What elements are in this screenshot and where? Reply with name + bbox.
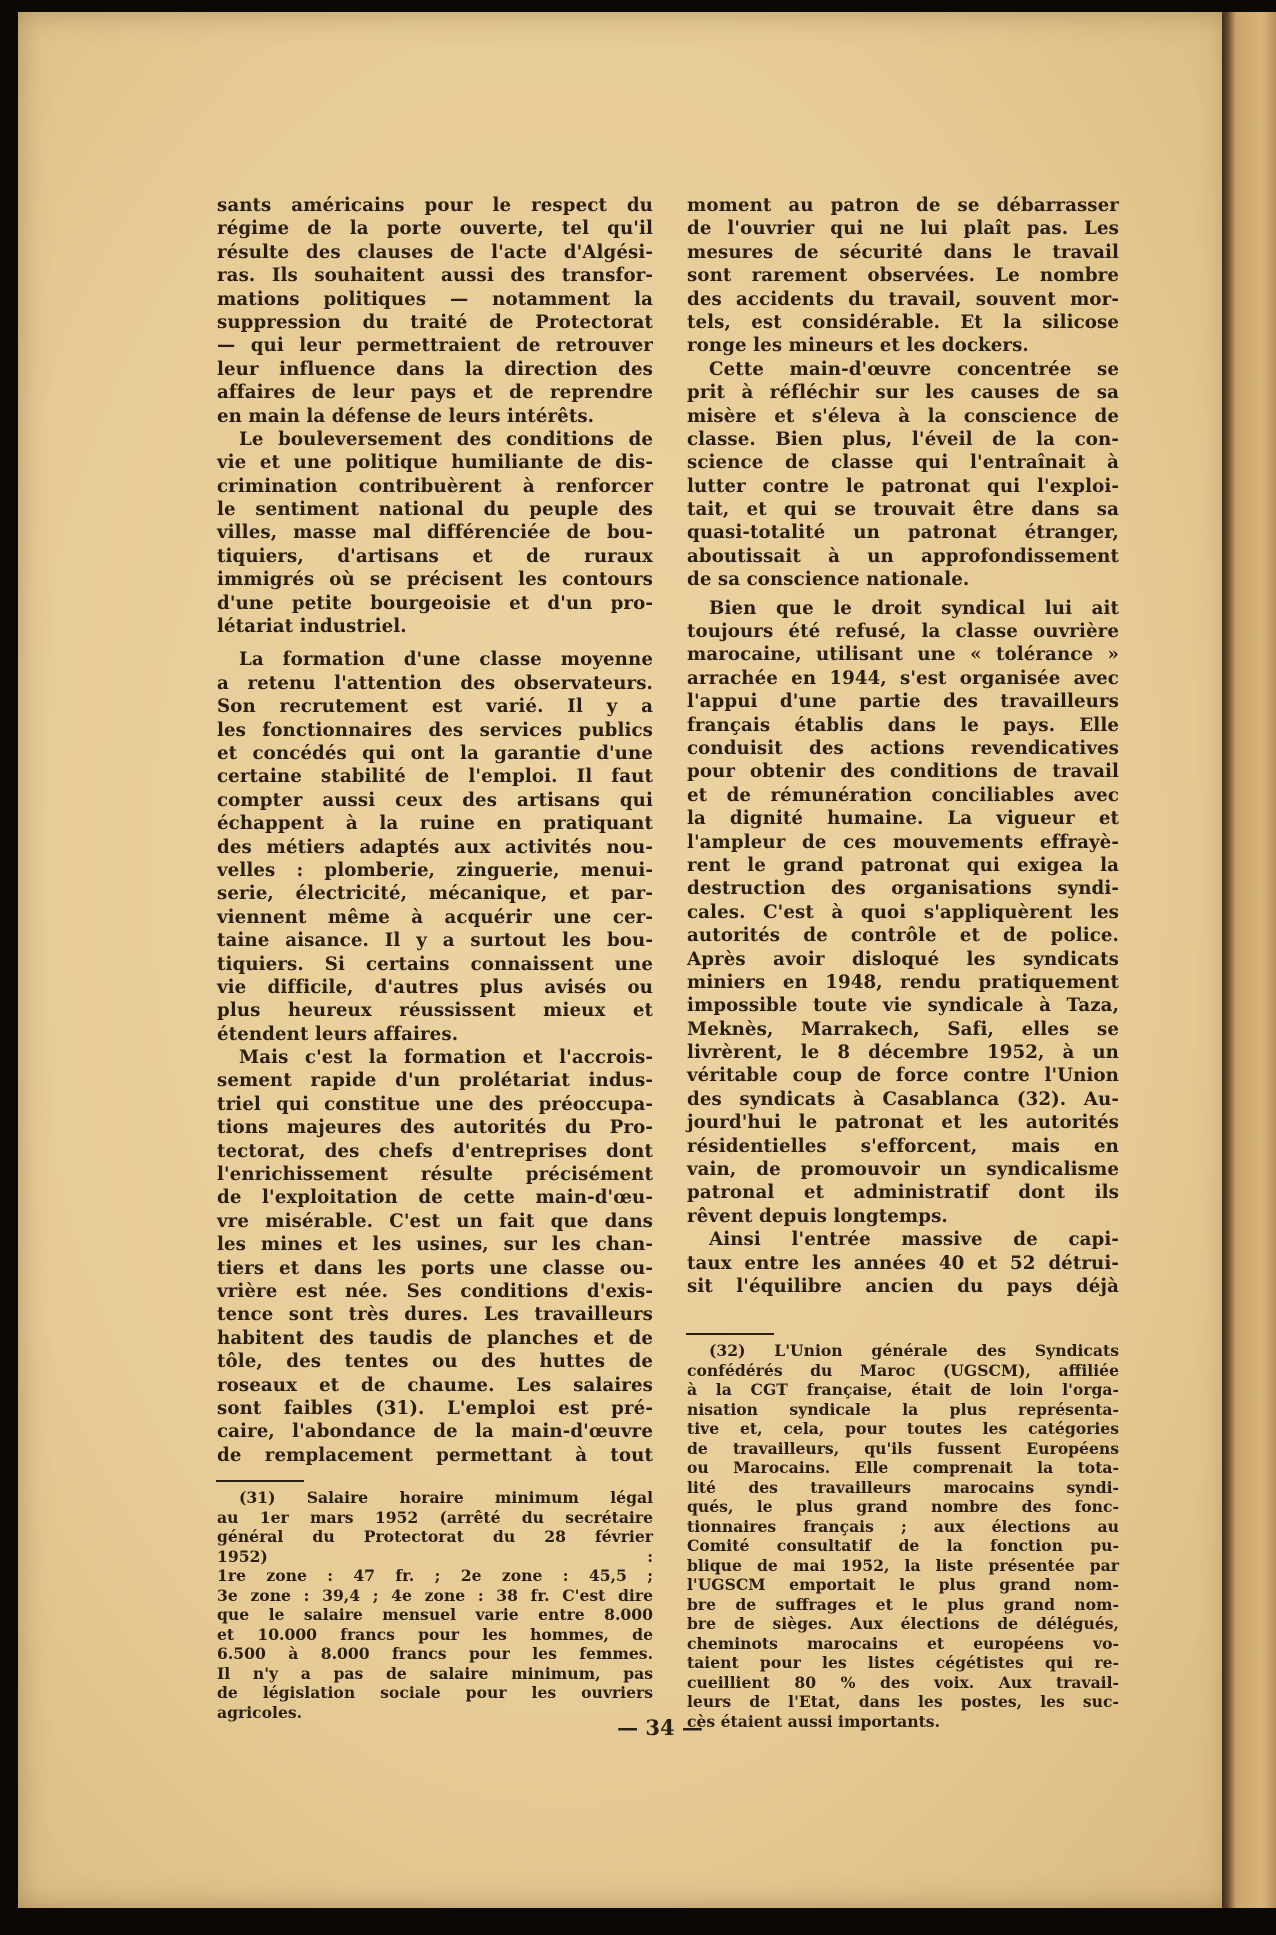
adjacent-page-edge [1222, 12, 1276, 1908]
text-line: aboutissait à un approfondissement [687, 545, 1119, 567]
text-line: Après avoir disloqué les syndicats [687, 948, 1119, 970]
text-line: ras. Ils souhaitent aussi des transfor- [217, 265, 653, 287]
text-line: de remplacement permettant à tout [217, 1444, 653, 1466]
text-line: sont faibles (31). L'emploi est pré- [217, 1397, 653, 1419]
text-line: prit à réfléchir sur les causes de sa [687, 382, 1119, 404]
text-line: mations politiques — notamment la [217, 288, 653, 310]
text-line: qués, le plus grand nombre des fonc- [687, 1497, 1119, 1516]
text-line: tiers et dans les ports une classe ou- [217, 1257, 653, 1279]
text-line: misère et s'éleva à la conscience de [687, 405, 1119, 427]
text-line: tiquiers, d'artisans et de ruraux [217, 545, 653, 567]
text-line: Il n'y a pas de salaire minimum, pas [217, 1663, 653, 1683]
text-line: classe. Bien plus, l'éveil de la con- [687, 428, 1119, 450]
text-line: 3e zone : 39,4 ; 4e zone : 38 fr. C'est dire [217, 1585, 653, 1605]
text-line: véritable coup de force contre l'Union [687, 1065, 1119, 1087]
text-line: au 1er mars 1952 (arrêté du secrétaire [217, 1507, 653, 1527]
text-line: 1952) : [217, 1546, 653, 1566]
text-line: arrachée en 1944, s'est organisée avec [687, 667, 1119, 689]
text-line: velles : plomberie, zinguerie, menui- [217, 859, 653, 881]
text-line: (31) Salaire horaire minimum légal [239, 1488, 653, 1507]
text-line: tive et, cela, pour toutes les catégories [687, 1419, 1119, 1438]
text-line: les mines et les usines, sur les chan- [217, 1234, 653, 1256]
text-line: l'enrichissement résulte précisément [217, 1164, 653, 1186]
text-line: Ainsi l'entrée massive de capi- [709, 1229, 1119, 1251]
text-line: tait, et qui se trouvait être dans sa [687, 499, 1119, 521]
text-line: caire, l'abondance de la main-d'œuvre [217, 1421, 653, 1443]
text-line: cueillient 80 % des voix. Aux travail- [687, 1672, 1119, 1692]
text-line: de législation sociale pour les ouvriers [217, 1683, 653, 1702]
text-line: vie difficile, d'autres plus avisés ou [217, 976, 653, 998]
text-line: — qui leur permettraient de retrouver [217, 335, 653, 357]
text-line: a retenu l'attention des observateurs. [217, 672, 653, 694]
text-line: affaires de leur pays et de reprendre [217, 382, 653, 404]
text-line: bre de sièges. Aux élections de délégués, [687, 1614, 1119, 1633]
text-line: bre de suffrages et le plus grand nom- [687, 1594, 1119, 1614]
left-text-column [217, 194, 653, 1467]
text-line: rêvent depuis longtemps. [687, 1205, 948, 1227]
text-line: lité des travailleurs marocains syndi- [687, 1477, 1119, 1497]
text-line: que le salaire mensuel varie entre 8.000 [217, 1605, 653, 1624]
paragraph [687, 1228, 1119, 1298]
text-line: taine aisance. Il y a surtout les bou- [217, 930, 653, 952]
text-line: l'UGSCM emportait le plus grand nom- [687, 1575, 1119, 1594]
text-line: livrèrent, le 8 décembre 1952, à un [687, 1042, 1119, 1064]
text-line: sit l'équilibre ancien du pays déjà [687, 1275, 1119, 1297]
text-line: roseaux et de chaume. Les salaires [217, 1374, 653, 1396]
footnote-rule [216, 1480, 304, 1482]
text-line: de travailleurs, qu'ils fussent Européens [687, 1438, 1119, 1458]
text-line: conduisit des actions revendicatives [687, 737, 1119, 759]
text-line: 1re zone : 47 fr. ; 2e zone : 45,5 ; [217, 1566, 653, 1585]
text-line: cales. C'est à quoi s'appliquèrent les [687, 901, 1119, 923]
text-line: de l'exploitation de cette main-d'œu- [217, 1187, 653, 1209]
text-line: destruction des organisations syndi- [687, 878, 1119, 900]
text-line: Comité consultatif de la fonction pu- [687, 1536, 1119, 1555]
text-line: serie, électricité, mécanique, et par- [217, 883, 653, 905]
text-line: quasi-totalité un patronat étranger, [687, 522, 1119, 544]
text-line: immigrés où se précisent les contours [217, 569, 653, 591]
text-line: Meknès, Marrakech, Safi, elles se [687, 1018, 1119, 1040]
text-line: leurs de l'Etat, dans les postes, les suc- [687, 1692, 1119, 1711]
text-line: tectorat, des chefs d'entreprises dont [217, 1140, 653, 1162]
text-line: tence sont très dures. Les travailleurs [217, 1304, 653, 1326]
right-text-column [687, 194, 1119, 1298]
text-line: en main la défense de leurs intérêts. [217, 405, 595, 427]
text-line: science de classe qui l'entraînait à [687, 452, 1119, 474]
text-line: vre misérable. C'est un fait que dans [217, 1210, 653, 1232]
text-line: Bien que le droit syndical lui ait [709, 597, 1119, 619]
paragraph [687, 194, 1119, 358]
text-line: blique de mai 1952, la liste présentée par [687, 1555, 1119, 1575]
text-line: mesures de sécurité dans le travail [687, 241, 1119, 263]
text-line: vie et une politique humiliante de dis- [217, 452, 653, 474]
text-line: sants américains pour le respect du [217, 195, 653, 216]
text-line: le sentiment national du peuple des [217, 499, 653, 521]
paragraph [217, 1046, 653, 1467]
text-line: Mais c'est la formation et l'accrois- [239, 1047, 653, 1069]
text-line: leur influence dans la direction des [217, 358, 653, 380]
paragraph [687, 358, 1119, 592]
text-line: tôle, des tentes ou des huttes de [217, 1351, 653, 1373]
text-line: triel qui constitue une des préoccupa- [217, 1093, 653, 1115]
footnote-32 [687, 1341, 1119, 1731]
text-line: tions majeures des autorités du Pro- [217, 1117, 653, 1139]
paragraph [217, 194, 653, 428]
text-line: agricoles. [217, 1702, 303, 1722]
text-line: étendent leurs affaires. [217, 1023, 459, 1045]
text-line: suppression du traité de Protectorat [217, 311, 653, 333]
text-line: viennent même à acquérir une cer- [217, 906, 653, 928]
text-line: miniers en 1948, rendu pratiquement [687, 971, 1119, 993]
text-line: certaine stabilité de l'emploi. Il faut [217, 766, 653, 788]
text-line: à la CGT française, était de loin l'orga- [687, 1380, 1119, 1399]
text-line: sement rapide d'un prolétariat indus- [217, 1070, 653, 1092]
text-line: tionnaires français ; aux élections au [687, 1516, 1119, 1536]
text-line: plus heureux réussissent mieux et [217, 1000, 653, 1022]
text-line: ronge les mineurs et les dockers. [687, 335, 1029, 357]
page-number: — 34 — [617, 1715, 703, 1740]
footnote-rule [686, 1333, 774, 1335]
text-line: taux entre les années 40 et 52 détrui- [687, 1252, 1119, 1274]
text-line: patronal et administratif dont ils [687, 1182, 1119, 1204]
text-line: crimination contribuèrent à renforcer [217, 475, 653, 497]
text-line: tiquiers. Si certains connaissent une [217, 953, 653, 975]
text-line: et 10.000 francs pour les hommes, de [217, 1624, 653, 1644]
text-line: cheminots marocains et européens vo- [687, 1633, 1119, 1653]
text-line: de sa conscience nationale. [687, 569, 970, 591]
paragraph [217, 428, 653, 639]
text-line: Son recrutement est varié. Il y a [217, 696, 653, 718]
text-line: l'ampleur de ces mouvements effrayè- [687, 831, 1119, 853]
text-line: pour obtenir des conditions de travail [687, 761, 1119, 783]
text-line: résulte des clauses de l'acte d'Algési- [217, 241, 653, 263]
text-line: compter aussi ceux des artisans qui [217, 789, 653, 811]
text-line: et de rémunération conciliables avec [687, 784, 1119, 806]
paragraph [217, 648, 653, 1046]
text-line: Cette main-d'œuvre concentrée se [709, 358, 1119, 380]
text-line: résidentielles s'efforcent, mais en [687, 1135, 1119, 1157]
text-line: de l'ouvrier qui ne lui plaît pas. Les [687, 218, 1119, 240]
text-line: létariat industriel. [217, 616, 407, 638]
text-line: jourd'hui le patronat et les autorités [687, 1112, 1119, 1134]
text-line: des métiers adaptés aux activités nou- [217, 836, 653, 858]
paragraph [687, 597, 1119, 1229]
text-line: et concédés qui ont la garantie d'une [217, 742, 653, 764]
text-line: ou Marocains. Elle comprenait la tota- [687, 1458, 1119, 1477]
text-line: les fonctionnaires des services publics [217, 719, 653, 741]
text-line: échappent à la ruine en pratiquant [217, 813, 653, 835]
text-line: la dignité humaine. La vigueur et [687, 808, 1119, 830]
text-line: (32) L'Union générale des Syndicats [709, 1341, 1119, 1360]
text-line: l'appui d'une partie des travailleurs [687, 691, 1119, 713]
text-line: toujours été refusé, la classe ouvrière [687, 621, 1119, 643]
text-line: moment au patron de se débarrasser [687, 195, 1119, 216]
text-line: rent le grand patronat qui exigea la [687, 854, 1119, 876]
text-line: impossible toute vie syndicale à Taza, [687, 995, 1119, 1017]
text-line: cès étaient aussi importants. [687, 1711, 941, 1731]
text-line: taient pour les listes cégétistes qui re- [687, 1653, 1119, 1672]
text-line: autorités de contrôle et de police. [687, 925, 1119, 947]
text-line: confédérés du Maroc (UGSCM), affiliée [687, 1360, 1119, 1380]
footnote-31 [217, 1488, 653, 1722]
text-line: régime de la porte ouverte, tel qu'il [217, 218, 653, 240]
text-line: marocaine, utilisant une « tolérance » [687, 644, 1119, 666]
text-line: des accidents du travail, souvent mor- [687, 288, 1119, 310]
text-line: habitent des taudis de planches et de [217, 1327, 653, 1349]
text-line: vain, de promouvoir un syndicalisme [687, 1159, 1119, 1181]
text-line: sont rarement observées. Le nombre [687, 265, 1119, 287]
text-line: général du Protectorat du 28 février [217, 1527, 653, 1546]
text-line: villes, masse mal différenciée de bou- [217, 522, 653, 544]
text-line: tels, est considérable. Et la silicose [687, 311, 1119, 333]
text-line: Le bouleversement des conditions de [239, 428, 653, 450]
text-line: d'une petite bourgeoisie et d'un pro- [217, 592, 653, 614]
text-line: français établis dans le pays. Elle [687, 714, 1119, 736]
text-line: La formation d'une classe moyenne [239, 649, 653, 671]
text-line: des syndicats à Casablanca (32). Au- [687, 1088, 1119, 1110]
text-line: vrière est née. Ses conditions d'exis- [217, 1280, 653, 1302]
text-line: nisation syndicale la plus représenta- [687, 1399, 1119, 1419]
text-line: lutter contre le patronat qui l'exploi- [687, 475, 1119, 497]
text-line: 6.500 à 8.000 francs pour les femmes. [217, 1644, 653, 1663]
